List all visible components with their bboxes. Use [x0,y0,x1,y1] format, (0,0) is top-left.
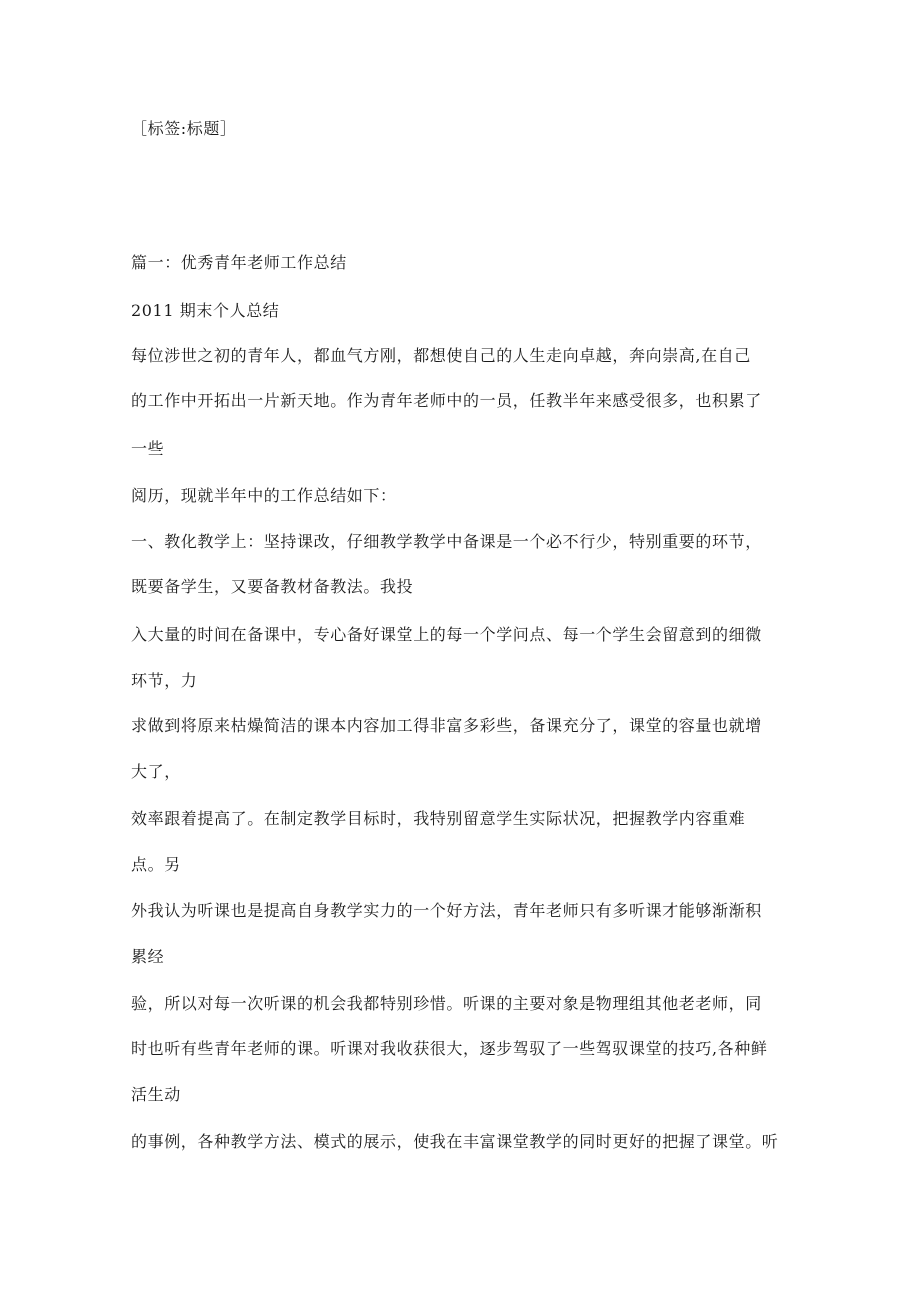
text-line: 的事例，各种教学方法、模式的展示，使我在丰富课堂教学的同时更好的把握了课堂。听 [131,1132,779,1151]
text-line: 点。另 [131,855,181,874]
text-line: 效率跟着提高了。在制定教学目标时，我特别留意学生实际状况，把握教学内容重难 [131,809,746,828]
text-line: 的工作中开拓出一片新天地。作为青年老师中的一员，任教半年来感受很多，也积累了 [131,391,762,410]
text-line: 外我认为听课也是提高自身教学实力的一个好方法，青年老师只有多听课才能够渐渐积 [131,901,762,920]
text-line: 阅历，现就半年中的工作总结如下： [131,486,397,505]
text-line: 每位涉世之初的青年人，都血气方刚，都想使自己的人生走向卓越，奔向崇高,在自己 [131,346,751,365]
subtitle: 2011 期末个人总结 [131,301,280,320]
text-line: 求做到将原来枯燥简洁的课本内容加工得非富多彩些，备课充分了，课堂的容量也就增 [131,716,762,735]
section-heading: 篇一：优秀青年老师工作总结 [131,253,347,272]
text-line: 累经 [131,947,165,966]
text-line: 一、教化教学上：坚持课改，仔细教学教学中备课是一个必不行少，特别重要的环节， [131,532,762,551]
text-line: 时也听有些青年老师的课。听课对我收获很大，逐步驾驭了一些驾驭课堂的技巧,各种鲜 [131,1039,768,1058]
text-line: 一些 [131,439,165,458]
text-line: 验，所以对每一次听课的机会我都特别珍惜。听课的主要对象是物理组其他老老师，同 [131,994,762,1013]
text-line: 入大量的时间在备课中，专心备好课堂上的每一个学问点、每一个学生会留意到的细微 [131,625,762,644]
text-line: 活生动 [131,1085,181,1104]
text-line: 大了， [131,762,181,781]
text-line: 环节，力 [131,671,198,690]
tag-label: ［标签:标题］ [131,119,237,138]
text-line: 既要备学生，又要备教材备教法。我投 [131,577,414,596]
